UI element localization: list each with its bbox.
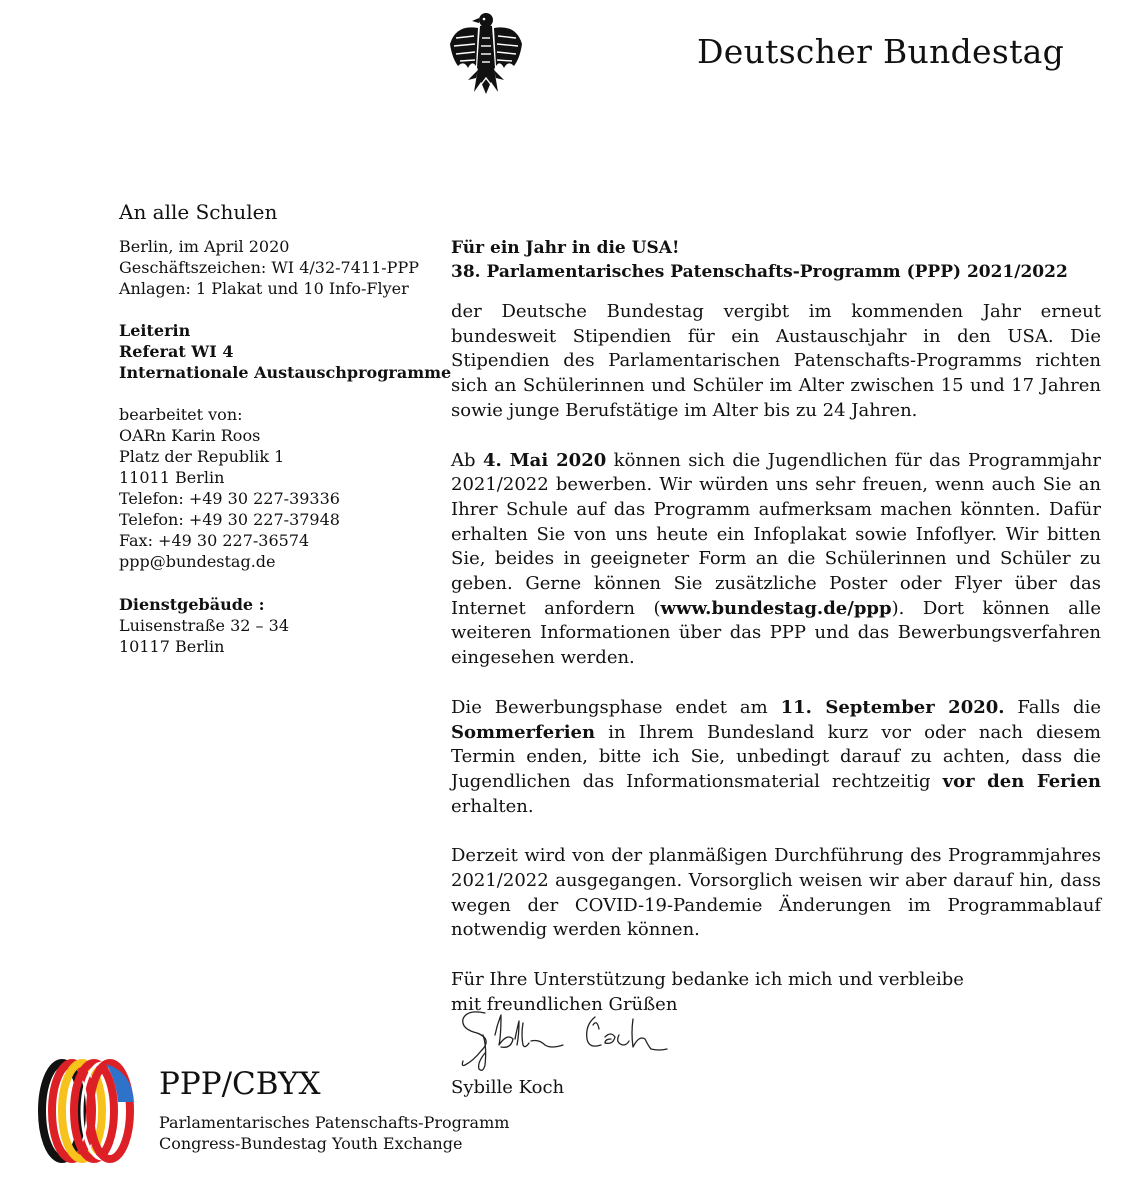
- letter-meta: [119, 236, 419, 299]
- subject-line-1: Für ein Jahr in die USA!: [451, 238, 680, 258]
- program-name-german: Parlamentarisches Patenschafts-Programm: [159, 1113, 510, 1132]
- closing-line-2: mit freundlichen Grüßen: [451, 993, 678, 1015]
- body-paragraph-3: Die Bewerbungsphase endet am 11. September 2020. Falls die Sommerferien in Ihrem Bundesland kurz vor oder nach diesem Termin enden, bitte ich Sie, unbedingt darauf zu achten, dass die Jugendlichen das Informationsmaterial rechtzeitig vor den Ferien erhalten.: [451, 696, 1102, 817]
- start-date: 4. Mai 2020: [482, 449, 607, 471]
- deadline-date: 11. September 2020.: [780, 696, 1005, 718]
- contact-street: Platz der Republik 1: [119, 447, 285, 466]
- office-label: Dienstgebäude :: [119, 595, 265, 614]
- program-subtitle: [159, 1112, 509, 1154]
- recipient-line: An alle Schulen: [119, 200, 278, 224]
- organization-name: Deutscher Bundestag: [697, 32, 1065, 71]
- body-paragraph-2: Ab 4. Mai 2020 können sich die Jugendlichen für das Programmjahr 2021/2022 bewerben. Wir würden uns sehr freuen, wenn auch Sie an Ihrer Schule auf das Programm aufmerksam machen könnten. Dafür erhalten Sie von uns heute ein Infoplakat sowie Infoflyer. Wir bitten Sie, beides in geeigneter Form an die Schülerinnen und Schüler zu geben. Gerne können Sie zusätzliche Poster oder Flyer über das Internet anfordern (www.bundestag.de/ppp). Dort können alle weiteren Informationen über das PPP und das Bewerbungsverfahren eingesehen werden.: [451, 449, 1102, 669]
- closing-line-1: Für Ihre Unterstützung bedanke ich mich und verbleibe: [451, 969, 964, 991]
- reference-number: Geschäftszeichen: WI 4/32-7411-PPP: [119, 258, 419, 277]
- ppp-rings-logo: [36, 1058, 138, 1164]
- letter-date: Berlin, im April 2020: [119, 237, 290, 256]
- office-address: [119, 594, 289, 657]
- attachments: Anlagen: 1 Plakat und 10 Info-Flyer: [119, 279, 409, 298]
- sender-department: Referat WI 4: [119, 342, 234, 361]
- contact-fax: Fax: +49 30 227-36574: [119, 531, 310, 550]
- signer-name: Sybille Koch: [451, 1077, 565, 1098]
- contact-email: ppp@bundestag.de: [119, 552, 276, 571]
- office-street: Luisenstraße 32 – 34: [119, 616, 289, 635]
- body-paragraph-1: der Deutsche Bundestag vergibt im kommenden Jahr erneut bundesweit Stipendien für ein Austauschjahr in den USA. Die Stipendien des Parlamentarischen Patenschafts-Programms richten sich an Schülerinnen und Schüler im Alter zwischen 15 und 17 Jahren sowie junge Berufstätige im Alter bis zu 24 Jahren.: [451, 301, 1101, 421]
- sender-division: Internationale Austauschprogramme: [119, 363, 452, 382]
- federal-eagle-icon: [448, 8, 524, 98]
- subject-line-2: 38. Parlamentarisches Patenschafts-Programm (PPP) 2021/2022: [451, 262, 1068, 282]
- contact-phone-2: Telefon: +49 30 227-37948: [119, 510, 340, 529]
- website-link: www.bundestag.de/ppp: [660, 597, 892, 619]
- contact-city: 11011 Berlin: [119, 468, 225, 487]
- sender-unit: [119, 320, 451, 383]
- before-holidays: vor den Ferien: [942, 770, 1102, 792]
- body-paragraph-4: Derzeit wird von der planmäßigen Durchführung des Programmjahres 2021/2022 ausgegangen. Vorsorglich weisen wir aber darauf hin, dass wegen der COVID-19-Pandemie Änderungen im Programmablauf notwendig werden können.: [451, 845, 1101, 941]
- letter-body: [451, 300, 1101, 1018]
- summer-holidays: Sommerferien: [451, 721, 596, 743]
- handwritten-signature: [455, 1005, 680, 1075]
- contact-name: OARn Karin Roos: [119, 426, 261, 445]
- letter-subject: [451, 236, 1068, 284]
- program-name-english: Congress-Bundestag Youth Exchange: [159, 1134, 463, 1153]
- contact-phone-1: Telefon: +49 30 227-39336: [119, 489, 340, 508]
- office-city: 10117 Berlin: [119, 637, 225, 656]
- program-title: PPP/CBYX: [159, 1066, 321, 1102]
- contact-block: [119, 404, 340, 572]
- handled-by-label: bearbeitet von:: [119, 405, 243, 424]
- sender-role: Leiterin: [119, 321, 191, 340]
